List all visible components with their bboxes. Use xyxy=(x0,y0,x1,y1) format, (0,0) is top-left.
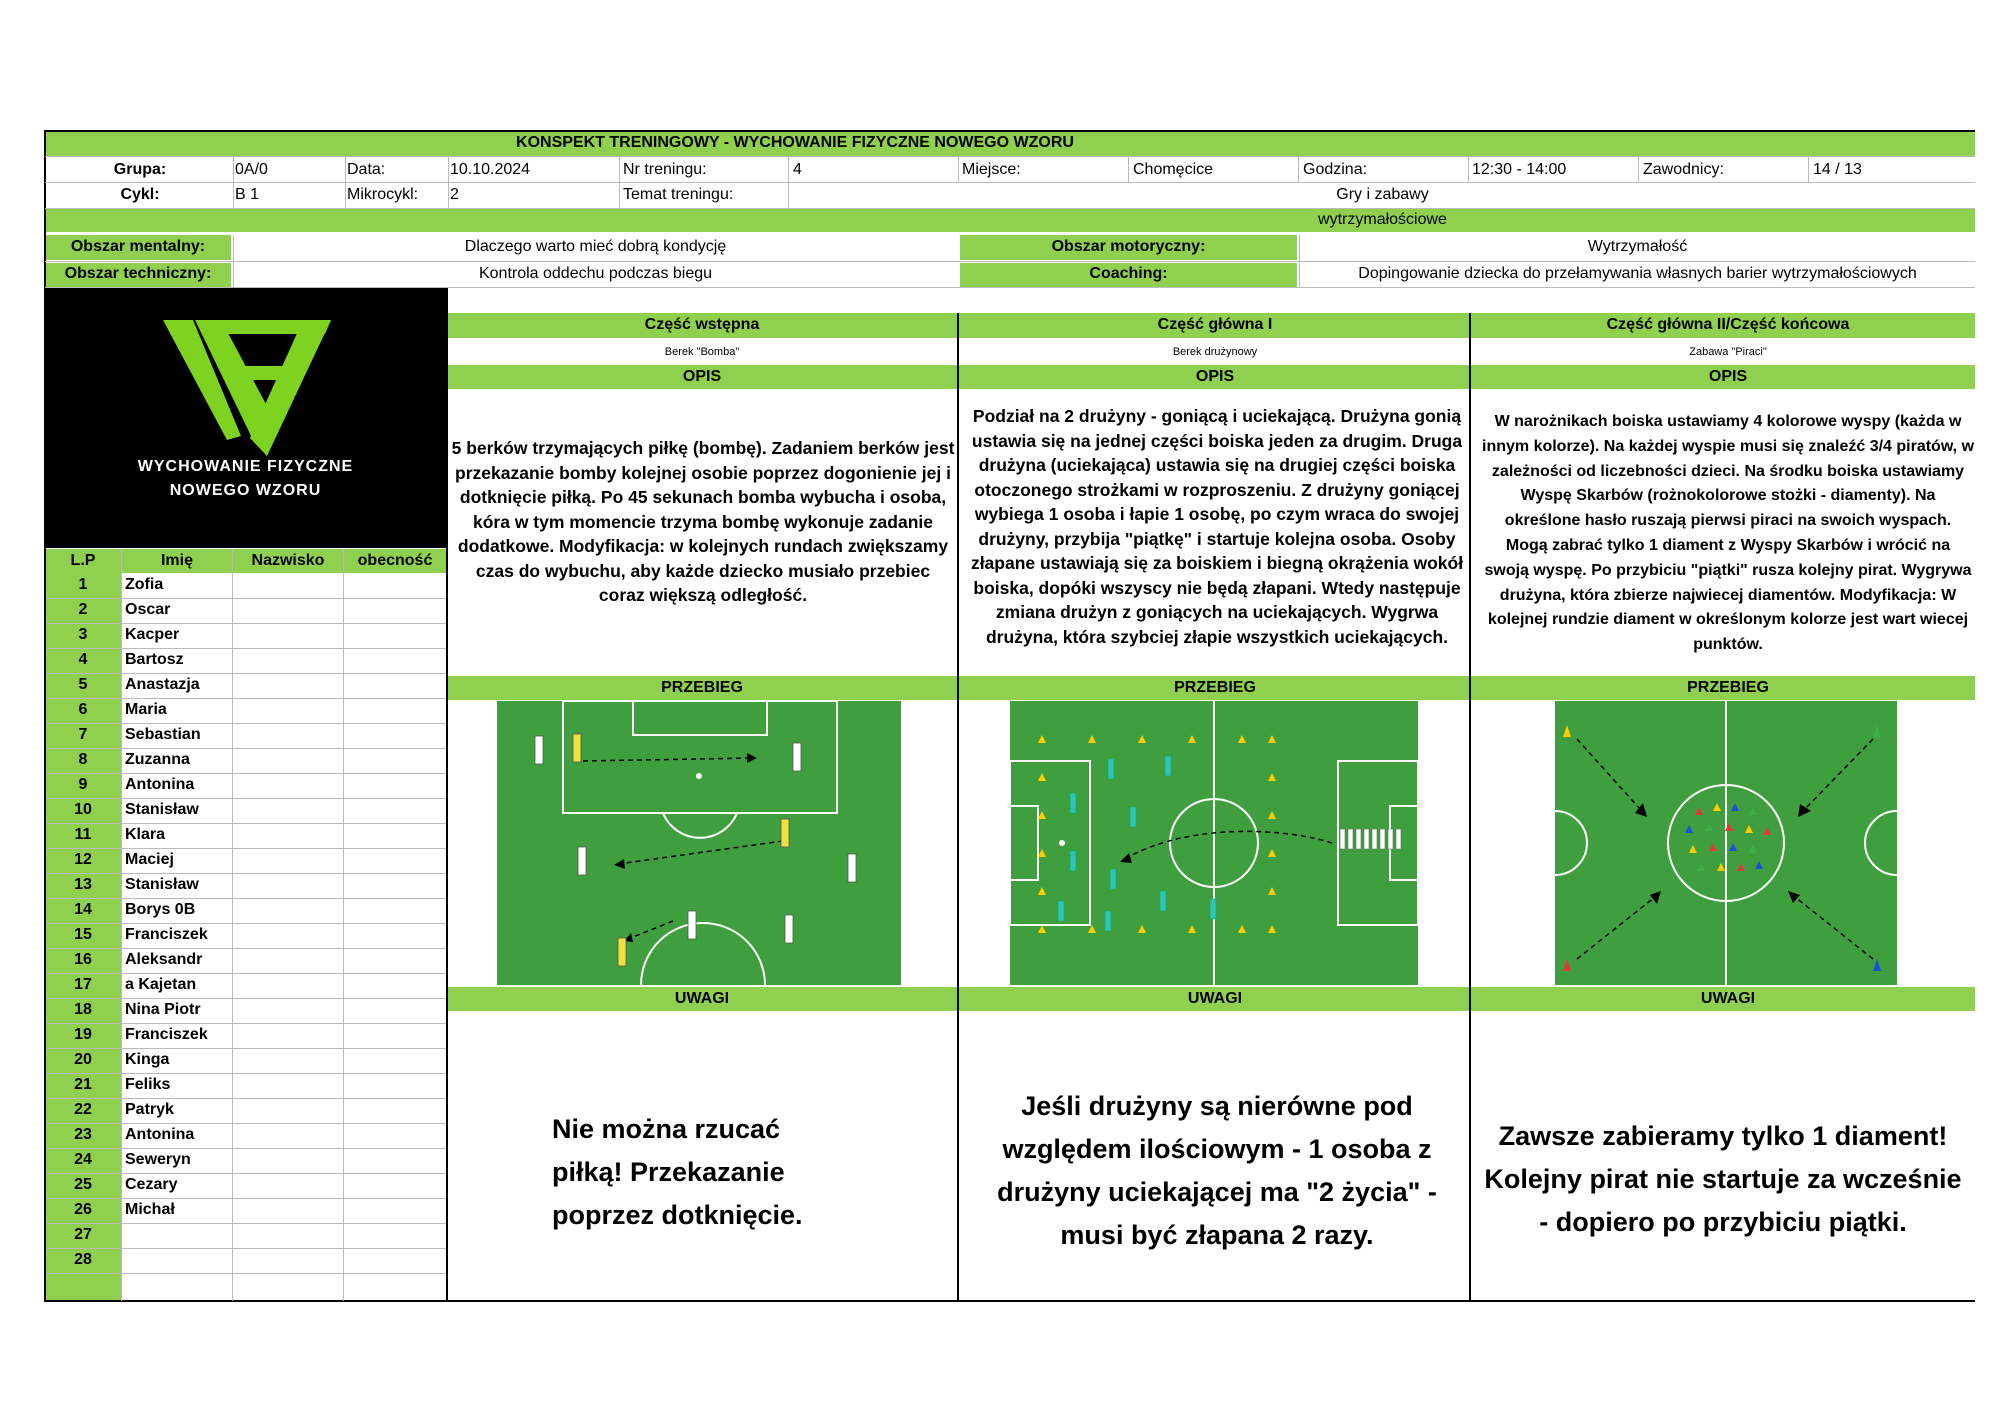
cykl-value: B 1 xyxy=(235,186,260,203)
section-title-3: Część główna II/Część końcowa xyxy=(1606,316,1850,333)
table-row xyxy=(45,749,446,774)
roster-first-name: Kinga xyxy=(125,1051,170,1068)
roster-lp: 5 xyxy=(78,676,88,693)
roster-lp: 16 xyxy=(74,951,92,968)
table-row xyxy=(45,574,446,599)
opis-text-2: Podział na 2 drużyny - goniącą i uciekającą. Drużyna gonią ustawia się na jednej części boiska jeden za drugim. Druga drużyna (uciekająca) ustawia się na drugiej części boiska otoczonego strożkami w rozproszeniu. Z drużyny goniącej wybiega 1 osoba i łapie 1 osobę, po czym wraca do swojej drużyny, przybija "piątkę" i startuje kolejna osoba. Osoby złapane ustawiają się za boiskiem i biegną okrążenia wokół boiska, dopóki wszyscy nie będą złapani. Wtedy następuje zmiana drużyn z goniących na uciekających. Wygrwa drużyna, która szybciej złapie wszystkich uciekających. xyxy=(970,406,1464,647)
roster-first-name: Anastazja xyxy=(125,676,200,693)
roster-lp: 2 xyxy=(78,601,88,618)
table-row xyxy=(45,1099,446,1124)
logo-text-line1: WYCHOWANIE FIZYCZNE xyxy=(137,458,354,475)
uwagi-text-1: Nie można rzucać piłką! Przekazanie poprzez dotknięcie. xyxy=(552,1114,803,1230)
roster-lp: 19 xyxy=(74,1026,92,1043)
roster-lp: 11 xyxy=(74,826,92,843)
roster-first-name: Stanisław xyxy=(125,801,199,818)
roster-first-name: Patryk xyxy=(125,1101,174,1118)
motor-value: Wytrzymałość xyxy=(1587,238,1688,255)
section-title-2: Część główna I xyxy=(1157,316,1273,333)
table-row xyxy=(45,899,446,924)
roster-lp: 14 xyxy=(74,901,92,918)
roster-lp: 22 xyxy=(74,1101,92,1118)
table-row xyxy=(45,824,446,849)
table-row xyxy=(45,999,446,1024)
logo-mark-icon xyxy=(45,288,446,548)
table-row xyxy=(45,949,446,974)
roster-header-imie: Imię xyxy=(160,552,193,569)
roster-lp: 28 xyxy=(74,1251,92,1268)
game-name-3: Zabawa "Piraci" xyxy=(1689,346,1767,358)
coaching-value: Dopingowanie dziecka do przełamywania własnych barier wytrzymałościowych xyxy=(1358,265,1917,282)
miejsce-value: Chomęcice xyxy=(1133,161,1214,178)
cykl-label: Cykl: xyxy=(120,186,160,203)
roster-first-name: Seweryn xyxy=(125,1151,191,1168)
table-row xyxy=(45,1249,446,1274)
roster-first-name: Feliks xyxy=(125,1076,171,1093)
drill-diagram-2 xyxy=(1010,701,1418,985)
roster-lp: 25 xyxy=(74,1176,92,1193)
table-row xyxy=(45,1149,446,1174)
uwagi-label-1: UWAGI xyxy=(674,990,730,1007)
roster-first-name: Borys 0B xyxy=(125,901,196,918)
uwagi-label-2: UWAGI xyxy=(1187,990,1243,1007)
roster-first-name: Antonina xyxy=(125,1126,195,1143)
roster-first-name: Nina Piotr xyxy=(125,1001,201,1018)
temat-value-line2: wytrzymałościowe xyxy=(1318,211,1447,228)
roster-lp: 6 xyxy=(78,701,88,718)
drill-diagram-3 xyxy=(1555,701,1897,985)
table-row xyxy=(45,774,446,799)
opis-label-3: OPIS xyxy=(1708,368,1748,385)
table-row xyxy=(45,799,446,824)
page-title: KONSPEKT TRENINGOWY - WYCHOWANIE FIZYCZNE NOWEGO WZORU xyxy=(516,134,1074,151)
uwagi-text-2: Jeśli drużyny są nierówne pod względem ilościowym - 1 osoba z drużyny uciekającej ma "2 życia" - musi być złapana 2 razy. xyxy=(997,1091,1437,1250)
roster-header-nazwisko: Nazwisko xyxy=(251,552,325,569)
roster-lp: 9 xyxy=(78,776,88,793)
roster-lp: 20 xyxy=(74,1051,92,1068)
roster-first-name: Franciszek xyxy=(125,1026,208,1043)
miejsce-label: Miejsce: xyxy=(962,161,1021,178)
opis-label-1: OPIS xyxy=(682,368,722,385)
nr-treningu-label: Nr treningu: xyxy=(623,161,707,178)
table-row xyxy=(45,1174,446,1199)
temat-value-line1: Gry i zabawy xyxy=(1336,186,1429,203)
roster-lp: 7 xyxy=(78,726,88,743)
table-row xyxy=(45,599,446,624)
table-row xyxy=(45,724,446,749)
roster-lp: 27 xyxy=(74,1226,92,1243)
opis-text-3: W narożnikach boiska ustawiamy 4 kolorowe wyspy (każda w innym kolorze). Na każdej wyspie musi się znaleźć 3/4 piratów, w zależności od liczebności dzieci. Na środku boiska ustawiamy Wyspę Skarbów (rożnokolorowe stożki - diamenty). Na określone hasło ruszają pierwsi piraci na swoich wyspach. Mogą zabrać tylko 1 diament z Wyspy Skarbów i wrócić na swoją wyspę. Po przybiciu "piątki" rusza kolejny pirat. Wygrywa drużyna, która zbierze najwiecej diamentów. Modyfikacja: W kolejnej rundzie diament w określonym kolorze jest wart wiecej punktów. xyxy=(1482,413,1975,654)
roster-lp: 1 xyxy=(78,576,88,593)
info-row-1 xyxy=(45,157,1975,183)
roster-first-name: Zofia xyxy=(125,576,164,593)
table-row xyxy=(45,1199,446,1224)
roster-first-name: Maciej xyxy=(125,851,174,868)
roster-lp: 24 xyxy=(74,1151,92,1168)
game-name-2: Berek drużynowy xyxy=(1172,346,1258,358)
roster-lp: 10 xyxy=(74,801,92,818)
tech-value: Kontrola oddechu podczas biegu xyxy=(478,265,713,282)
table-row xyxy=(45,699,446,724)
grupa-value: 0A/0 xyxy=(235,161,268,178)
logo-text-line2: NOWEGO WZORU xyxy=(169,482,322,499)
roster-lp: 3 xyxy=(78,626,88,643)
section-title-1: Część wstępna xyxy=(644,316,760,333)
roster-lp: 4 xyxy=(78,651,88,668)
roster-first-name: Maria xyxy=(125,701,167,718)
uwagi-label-3: UWAGI xyxy=(1700,990,1756,1007)
roster-lp: 17 xyxy=(74,976,92,993)
drill-diagram-1 xyxy=(463,701,907,985)
roster-first-name: Aleksandr xyxy=(125,951,203,968)
roster-first-name: a Kajetan xyxy=(125,976,197,993)
mikrocykl-label: Mikrocykl: xyxy=(347,186,419,203)
table-row xyxy=(45,1049,446,1074)
table-row xyxy=(45,1124,446,1149)
data-value: 10.10.2024 xyxy=(450,161,531,178)
godzina-value: 12:30 - 14:00 xyxy=(1472,161,1567,178)
przebieg-label-3: PRZEBIEG xyxy=(1687,679,1769,696)
roster-lp: 26 xyxy=(74,1201,92,1218)
mental-value: Dlaczego warto mieć dobrą kondycję xyxy=(464,238,727,255)
mikrocykl-value: 2 xyxy=(450,186,459,203)
godzina-label: Godzina: xyxy=(1303,161,1368,178)
zawodnicy-value: 14 / 13 xyxy=(1813,161,1862,178)
table-row xyxy=(45,649,446,674)
table-row xyxy=(45,1074,446,1099)
roster-lp: 23 xyxy=(74,1126,92,1143)
pitch-1 xyxy=(497,701,901,985)
table-row xyxy=(45,1024,446,1049)
roster-header-lp: L.P xyxy=(70,552,96,569)
roster-first-name: Zuzanna xyxy=(125,751,190,768)
roster-lp: 13 xyxy=(74,876,92,893)
table-row xyxy=(45,874,446,899)
roster-first-name: Franciszek xyxy=(125,926,208,943)
zawodnicy-label: Zawodnicy: xyxy=(1643,161,1724,178)
roster-first-name: Stanisław xyxy=(125,876,199,893)
motor-label: Obszar motoryczny: xyxy=(1051,238,1206,255)
grupa-label: Grupa: xyxy=(113,161,167,178)
roster-first-name: Michał xyxy=(125,1201,175,1218)
roster-lp: 12 xyxy=(74,851,92,868)
table-row xyxy=(45,624,446,649)
table-row xyxy=(45,849,446,874)
uwagi-text-3: Zawsze zabieramy tylko 1 diament! Kolejny pirat nie startuje za wcześnie - dopiero po przybiciu piątki. xyxy=(1484,1121,1962,1237)
roster-first-name: Kacper xyxy=(125,626,180,643)
logo-block xyxy=(45,288,446,548)
roster-first-name: Bartosz xyxy=(125,651,184,668)
game-name-1: Berek "Bomba" xyxy=(664,346,740,358)
roster-first-name: Klara xyxy=(125,826,166,843)
coaching-label: Coaching: xyxy=(1089,265,1168,282)
roster-header-obecnosc: obecność xyxy=(357,552,433,569)
roster-first-name: Cezary xyxy=(125,1176,178,1193)
przebieg-label-2: PRZEBIEG xyxy=(1174,679,1256,696)
table-row xyxy=(45,674,446,699)
opis-text-1: 5 berków trzymających piłkę (bombę). Zadaniem berków jest przekazanie bomby kolejnej osobie poprzez dogonienie jej i dotknięcie piłką. Po 45 sekunach bomba wybucha i osoba, kóra w tym momencie trzyma bombę wykonuje zadanie dodatkowe. Modyfikacja: w kolejnych rundach zwiększamy czas do wybuchu, aby każde dziecko musiało przebiec coraz większą odległość. xyxy=(451,438,955,605)
roster-lp: 18 xyxy=(74,1001,92,1018)
table-row xyxy=(45,974,446,999)
temat-label: Temat treningu: xyxy=(623,186,734,203)
data-label: Data: xyxy=(347,161,386,178)
table-row xyxy=(45,1224,446,1249)
roster-first-name: Sebastian xyxy=(125,726,201,743)
info-row-2 xyxy=(45,183,1975,208)
roster-lp: 8 xyxy=(78,751,88,768)
opis-label-2: OPIS xyxy=(1195,368,1235,385)
mental-label: Obszar mentalny: xyxy=(70,238,206,255)
nr-treningu-value: 4 xyxy=(793,161,802,178)
przebieg-label-1: PRZEBIEG xyxy=(661,679,743,696)
roster-lp: 15 xyxy=(74,926,92,943)
roster-first-name: Oscar xyxy=(125,601,171,618)
table-row xyxy=(45,924,446,949)
roster-first-name: Antonina xyxy=(125,776,195,793)
tech-label: Obszar techniczny: xyxy=(64,265,212,282)
roster-lp: 21 xyxy=(74,1076,92,1093)
